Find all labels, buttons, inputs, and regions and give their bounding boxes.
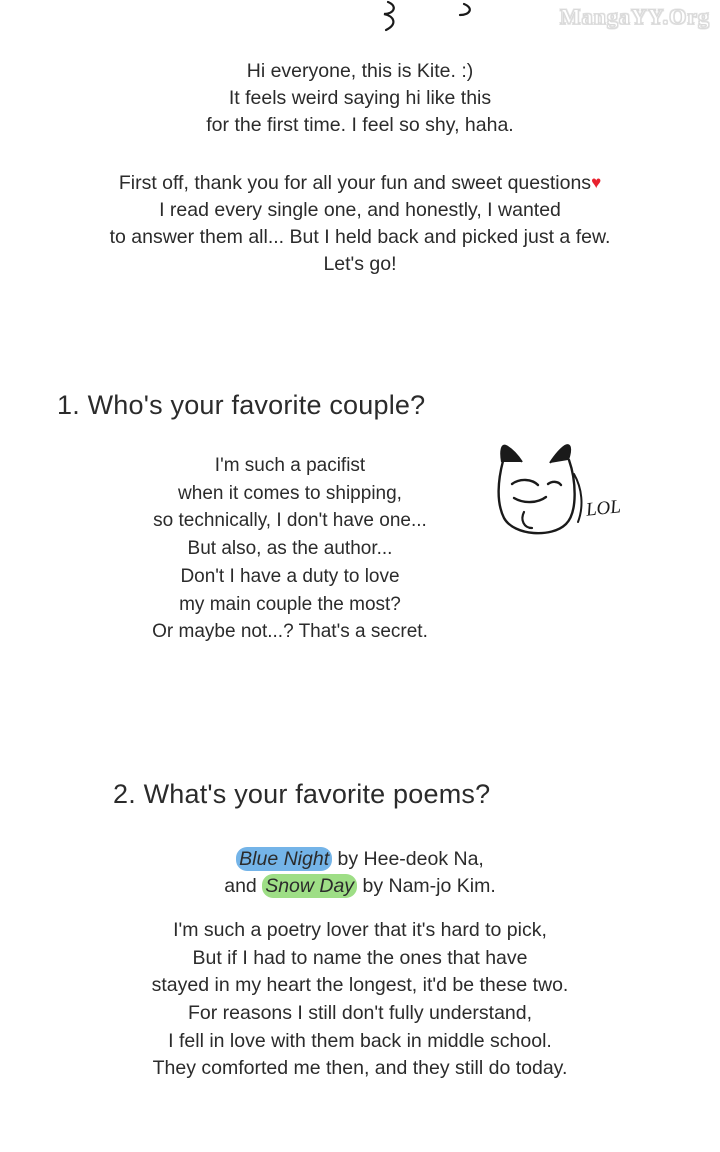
- poem-2-title: Snow Day: [262, 874, 357, 898]
- poem-titles: [0, 846, 720, 900]
- poem-2: [0, 873, 720, 900]
- intro-line-1: Hi everyone, this is Kite. :): [246, 60, 474, 82]
- answer-line: They comforted me then, and they still do today.: [152, 1057, 568, 1080]
- site-watermark: MangaYY.Org: [559, 4, 710, 29]
- intro-line-3: for the first time. I feel so shy, haha.: [206, 113, 514, 136]
- intro-line-6: to answer them all... But I held back and picked just a few.: [109, 225, 611, 248]
- winking-cat-doodle-icon: [490, 440, 635, 550]
- intro-line-4: [0, 170, 720, 197]
- answer-line: I fell in love with them back in middle school.: [168, 1029, 552, 1052]
- poem-2-prefix: and: [224, 874, 263, 897]
- answer-line: when it comes to shipping,: [178, 482, 402, 504]
- question-2-heading: 2. What's your favorite poems?: [113, 779, 491, 809]
- answer-line: my main couple the most?: [179, 593, 401, 615]
- intro-line-2: It feels weird saying hi like this: [228, 86, 492, 109]
- answer-line: But also, as the author...: [187, 538, 393, 560]
- answer-line: For reasons I still don't fully understand,: [187, 1002, 533, 1025]
- question-1-heading: 1. Who's your favorite couple?: [57, 390, 426, 420]
- answer-line: I'm such a pacifist: [214, 455, 366, 476]
- poem-2-author: by Nam-jo Kim.: [357, 874, 496, 897]
- lol-caption: LOL: [584, 496, 622, 521]
- answer-line: so technically, I don't have one...: [153, 510, 427, 532]
- answer-line: stayed in my heart the longest, it'd be these two.: [151, 974, 569, 997]
- intro-line-7: Let's go!: [323, 252, 397, 275]
- poem-1-author: by Hee-deok Na,: [332, 848, 484, 870]
- intro-thanks: [0, 170, 720, 278]
- poem-1-title: Blue Night: [236, 847, 332, 871]
- answer-line: I'm such a poetry lover that it's hard to pick,: [173, 919, 547, 941]
- intro-line-5: I read every single one, and honestly, I wanted: [159, 198, 561, 221]
- answer-line: But if I had to name the ones that have: [192, 946, 528, 969]
- top-doodle-strokes: [370, 0, 500, 34]
- question-2-answer: [0, 917, 720, 1083]
- answer-line: Don't I have a duty to love: [180, 565, 400, 587]
- answer-line: Or maybe not...? That's a secret.: [152, 621, 428, 643]
- poem-1: [0, 846, 720, 873]
- intro-greeting: [0, 58, 720, 139]
- intro-line-4-text: First off, thank you for all your fun and sweet questions: [118, 172, 592, 194]
- heart-icon: ♥: [591, 173, 602, 192]
